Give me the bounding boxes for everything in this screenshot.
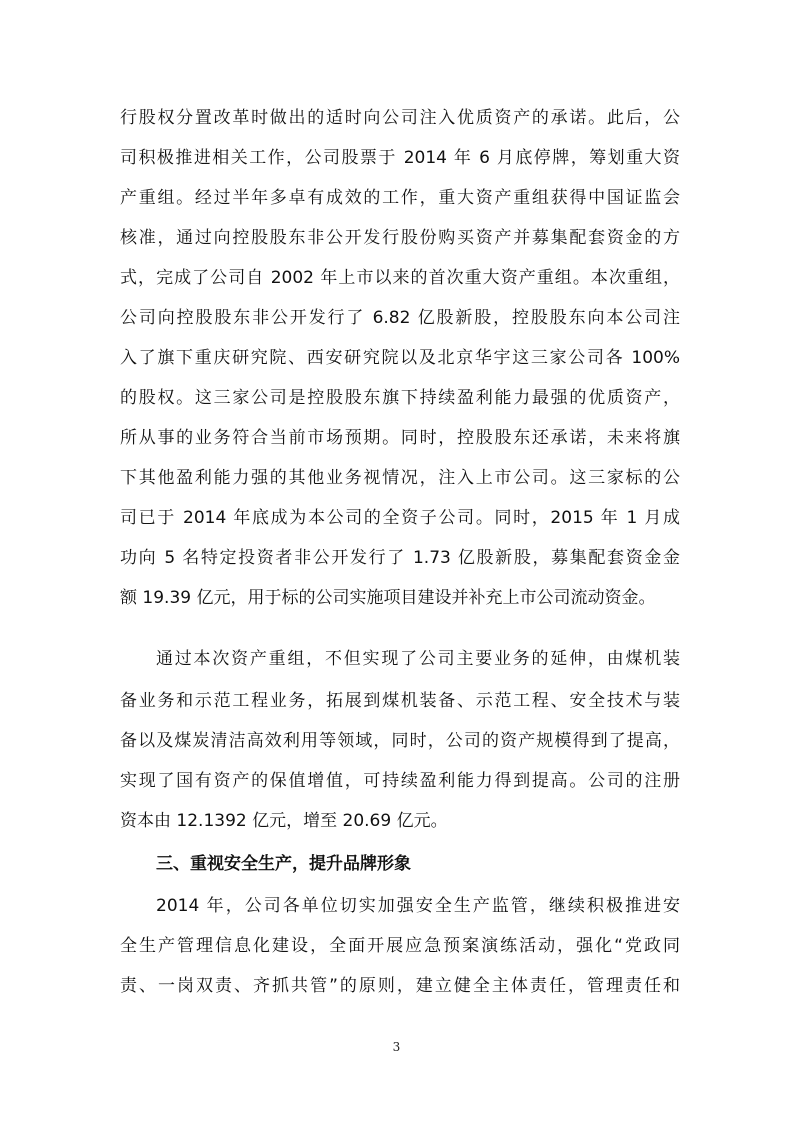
body-text-line: 全生产管理信息化建设，全面开展应急预案演练活动，强化“党政同 [120,936,680,956]
body-text-line: 资本由 12.1392 亿元，增至 20.69 亿元。 [120,811,448,831]
body-text-line: 2014 年，公司各单位切实加强安全生产监管，继续积极推进安 [156,896,680,916]
body-text-line: 行股权分置改革时做出的适时向公司注入优质资产的承诺。此后，公 [120,108,680,128]
body-text-line: 备业务和示范工程业务，拓展到煤机装备、示范工程、安全技术与装 [120,691,680,711]
body-text-line: 司积极推进相关工作，公司股票于 2014 年 6 月底停牌，筹划重大资 [120,148,680,168]
section-heading: 三、重视安全生产，提升品牌形象 [156,854,411,874]
body-text-line: 所从事的业务符合当前市场预期。同时，控股股东还承诺，未来将旗 [120,428,680,448]
body-text-line: 额 19.39 亿元，用于标的公司实施项目建设并补充上市公司流动资金。 [120,588,656,608]
body-text-line: 入了旗下重庆研究院、西安研究院以及北京华宇这三家公司各 100% [120,348,680,368]
body-text-line: 实现了国有资产的保值增值，可持续盈利能力得到提高。公司的注册 [120,771,680,791]
body-text-line: 责、一岗双责、齐抓共管”的原则，建立健全主体责任，管理责任和 [120,976,680,996]
body-text-line: 通过本次资产重组，不但实现了公司主要业务的延伸，由煤机装 [156,649,680,669]
body-text-line: 下其他盈利能力强的其他业务视情况，注入上市公司。这三家标的公 [120,468,680,488]
body-text-line: 的股权。这三家公司是控股股东旗下持续盈利能力最强的优质资产， [120,388,680,408]
body-text-line: 备以及煤炭清洁高效利用等领域，同时，公司的资产规模得到了提高， [120,731,680,751]
body-text-line: 功向 5 名特定投资者非公开发行了 1.73 亿股新股，募集配套资金金 [120,548,680,568]
body-text-line: 产重组。经过半年多卓有成效的工作，重大资产重组获得中国证监会 [120,188,680,208]
body-text-line: 核准，通过向控股股东非公开发行股份购买资产并募集配套资金的方 [120,228,680,248]
body-text-line: 公司向控股股东非公开发行了 6.82 亿股新股，控股股东向本公司注 [120,308,680,328]
body-text-line: 式，完成了公司自 2002 年上市以来的首次重大资产重组。本次重组， [120,268,680,288]
page-number: 3 [392,1040,401,1054]
body-text-line: 司已于 2014 年底成为本公司的全资子公司。同时，2015 年 1 月成 [120,508,680,528]
